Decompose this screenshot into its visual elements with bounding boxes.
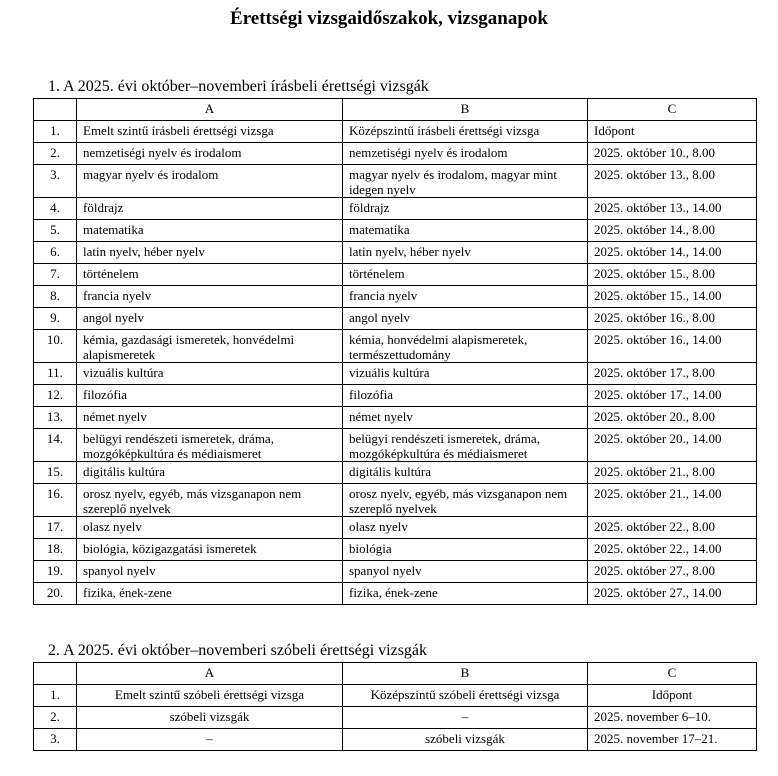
table-row (34, 121, 757, 143)
column-b-cell: spanyol nyelv (343, 561, 588, 583)
row-number-cell: 20. (34, 583, 77, 605)
column-a-cell: vizuális kultúra (77, 363, 343, 385)
column-b-cell: orosz nyelv, egyéb, más vizsganapon nem szereplő nyelvek (343, 484, 588, 517)
column-b-cell: olasz nyelv (343, 517, 588, 539)
column-b-cell: latin nyelv, héber nyelv (343, 242, 588, 264)
table-row (34, 561, 757, 583)
column-b-cell: vizuális kultúra (343, 363, 588, 385)
column-a-cell: kémia, gazdasági ismeretek, honvédelmi alapismeretek (77, 330, 343, 363)
written-exams-body (34, 121, 757, 605)
row-number-cell: 13. (34, 407, 77, 429)
row-number-cell: 19. (34, 561, 77, 583)
column-a-cell: francia nyelv (77, 286, 343, 308)
table-row (34, 220, 757, 242)
row-number-cell: 2. (34, 707, 77, 729)
header-cell-empty (34, 99, 77, 121)
table-row (34, 517, 757, 539)
column-a-cell: földrajz (77, 198, 343, 220)
column-c-cell: 2025. október 17., 8.00 (588, 363, 757, 385)
table-row (34, 330, 757, 363)
column-c-cell: 2025. október 20., 8.00 (588, 407, 757, 429)
table-row (34, 462, 757, 484)
row-number-cell: 15. (34, 462, 77, 484)
column-b-cell: angol nyelv (343, 308, 588, 330)
row-number-cell: 17. (34, 517, 77, 539)
header-cell-c: C (588, 99, 757, 121)
column-a-cell: biológia, közigazgatási ismeretek (77, 539, 343, 561)
column-b-cell: fizika, ének-zene (343, 583, 588, 605)
table-row (34, 242, 757, 264)
column-a-cell: Emelt szintű írásbeli érettségi vizsga (77, 121, 343, 143)
column-b-cell: matematika (343, 220, 588, 242)
column-c-cell: 2025. október 21., 8.00 (588, 462, 757, 484)
column-b-cell: francia nyelv (343, 286, 588, 308)
column-b-cell: szóbeli vizsgák (343, 729, 588, 751)
row-number-cell: 2. (34, 143, 77, 165)
table-row (34, 407, 757, 429)
column-c-cell: 2025. október 15., 14.00 (588, 286, 757, 308)
column-a-cell: olasz nyelv (77, 517, 343, 539)
table-header-row (34, 99, 757, 121)
column-a-cell: filozófia (77, 385, 343, 407)
column-a-cell: magyar nyelv és irodalom (77, 165, 343, 198)
table-row (34, 308, 757, 330)
table-row (34, 165, 757, 198)
row-number-cell: 9. (34, 308, 77, 330)
header-cell-b: B (343, 663, 588, 685)
table-row (34, 385, 757, 407)
column-a-cell: szóbeli vizsgák (77, 707, 343, 729)
table-header-row (34, 663, 757, 685)
column-b-cell: Középszintű írásbeli érettségi vizsga (343, 121, 588, 143)
column-a-cell: – (77, 729, 343, 751)
column-a-cell: Emelt szintű szóbeli érettségi vizsga (77, 685, 343, 707)
column-c-cell: 2025. október 16., 14.00 (588, 330, 757, 363)
row-number-cell: 6. (34, 242, 77, 264)
header-cell-empty (34, 663, 77, 685)
table-row (34, 429, 757, 462)
column-a-cell: spanyol nyelv (77, 561, 343, 583)
row-number-cell: 7. (34, 264, 77, 286)
column-b-cell: kémia, honvédelmi alapismeretek, természettudomány (343, 330, 588, 363)
table-row (34, 729, 757, 751)
column-b-cell: nemzetiségi nyelv és irodalom (343, 143, 588, 165)
table-row (34, 198, 757, 220)
table-row (34, 583, 757, 605)
column-b-cell: magyar nyelv és irodalom, magyar mint idegen nyelv (343, 165, 588, 198)
header-cell-a: A (77, 663, 343, 685)
row-number-cell: 11. (34, 363, 77, 385)
column-b-cell: német nyelv (343, 407, 588, 429)
column-b-cell: filozófia (343, 385, 588, 407)
row-number-cell: 5. (34, 220, 77, 242)
column-b-cell: történelem (343, 264, 588, 286)
column-a-cell: orosz nyelv, egyéb, más vizsganapon nem szereplő nyelvek (77, 484, 343, 517)
header-cell-c: C (588, 663, 757, 685)
section-1-title: 1. A 2025. évi október–novemberi írásbeli érettségi vizsgák (48, 78, 429, 95)
row-number-cell: 8. (34, 286, 77, 308)
table-row (34, 685, 757, 707)
row-number-cell: 18. (34, 539, 77, 561)
column-a-cell: digitális kultúra (77, 462, 343, 484)
row-number-cell: 16. (34, 484, 77, 517)
row-number-cell: 14. (34, 429, 77, 462)
column-a-cell: angol nyelv (77, 308, 343, 330)
column-c-cell: 2025. október 13., 14.00 (588, 198, 757, 220)
column-b-cell: – (343, 707, 588, 729)
header-cell-a: A (77, 99, 343, 121)
row-number-cell: 4. (34, 198, 77, 220)
column-c-cell: Időpont (588, 685, 757, 707)
column-a-cell: nemzetiségi nyelv és irodalom (77, 143, 343, 165)
table-row (34, 539, 757, 561)
page-title: Érettségi vizsgaidőszakok, vizsganapok (230, 8, 548, 29)
column-b-cell: Középszintű szóbeli érettségi vizsga (343, 685, 588, 707)
oral-exams-table (33, 662, 757, 751)
table-row (34, 707, 757, 729)
column-b-cell: digitális kultúra (343, 462, 588, 484)
row-number-cell: 1. (34, 121, 77, 143)
column-c-cell: 2025. október 10., 8.00 (588, 143, 757, 165)
column-c-cell: 2025. október 21., 14.00 (588, 484, 757, 517)
column-c-cell: 2025. október 22., 14.00 (588, 539, 757, 561)
column-a-cell: latin nyelv, héber nyelv (77, 242, 343, 264)
row-number-cell: 3. (34, 729, 77, 751)
column-c-cell: 2025. október 15., 8.00 (588, 264, 757, 286)
row-number-cell: 3. (34, 165, 77, 198)
column-a-cell: matematika (77, 220, 343, 242)
column-c-cell: 2025. október 20., 14.00 (588, 429, 757, 462)
column-c-cell: 2025. október 22., 8.00 (588, 517, 757, 539)
column-c-cell: 2025. november 17–21. (588, 729, 757, 751)
column-a-cell: fizika, ének-zene (77, 583, 343, 605)
table-row (34, 286, 757, 308)
row-number-cell: 10. (34, 330, 77, 363)
header-cell-b: B (343, 99, 588, 121)
column-a-cell: német nyelv (77, 407, 343, 429)
column-c-cell: 2025. október 14., 8.00 (588, 220, 757, 242)
oral-exams-body (34, 685, 757, 751)
column-c-cell: 2025. október 13., 8.00 (588, 165, 757, 198)
column-c-cell: 2025. október 17., 14.00 (588, 385, 757, 407)
table-row (34, 143, 757, 165)
column-c-cell: Időpont (588, 121, 757, 143)
table-row (34, 264, 757, 286)
column-a-cell: belügyi rendészeti ismeretek, dráma, mozgóképkultúra és médiaismeret (77, 429, 343, 462)
section-2-title: 2. A 2025. évi október–novemberi szóbeli érettségi vizsgák (48, 642, 428, 659)
table-row (34, 484, 757, 517)
column-a-cell: történelem (77, 264, 343, 286)
written-exams-table (33, 98, 757, 605)
column-c-cell: 2025. október 27., 14.00 (588, 583, 757, 605)
table-row (34, 363, 757, 385)
row-number-cell: 12. (34, 385, 77, 407)
row-number-cell: 1. (34, 685, 77, 707)
column-c-cell: 2025. október 16., 8.00 (588, 308, 757, 330)
column-c-cell: 2025. október 14., 14.00 (588, 242, 757, 264)
column-c-cell: 2025. október 27., 8.00 (588, 561, 757, 583)
column-b-cell: belügyi rendészeti ismeretek, dráma, mozgóképkultúra és médiaismeret (343, 429, 588, 462)
column-b-cell: földrajz (343, 198, 588, 220)
column-b-cell: biológia (343, 539, 588, 561)
column-c-cell: 2025. november 6–10. (588, 707, 757, 729)
